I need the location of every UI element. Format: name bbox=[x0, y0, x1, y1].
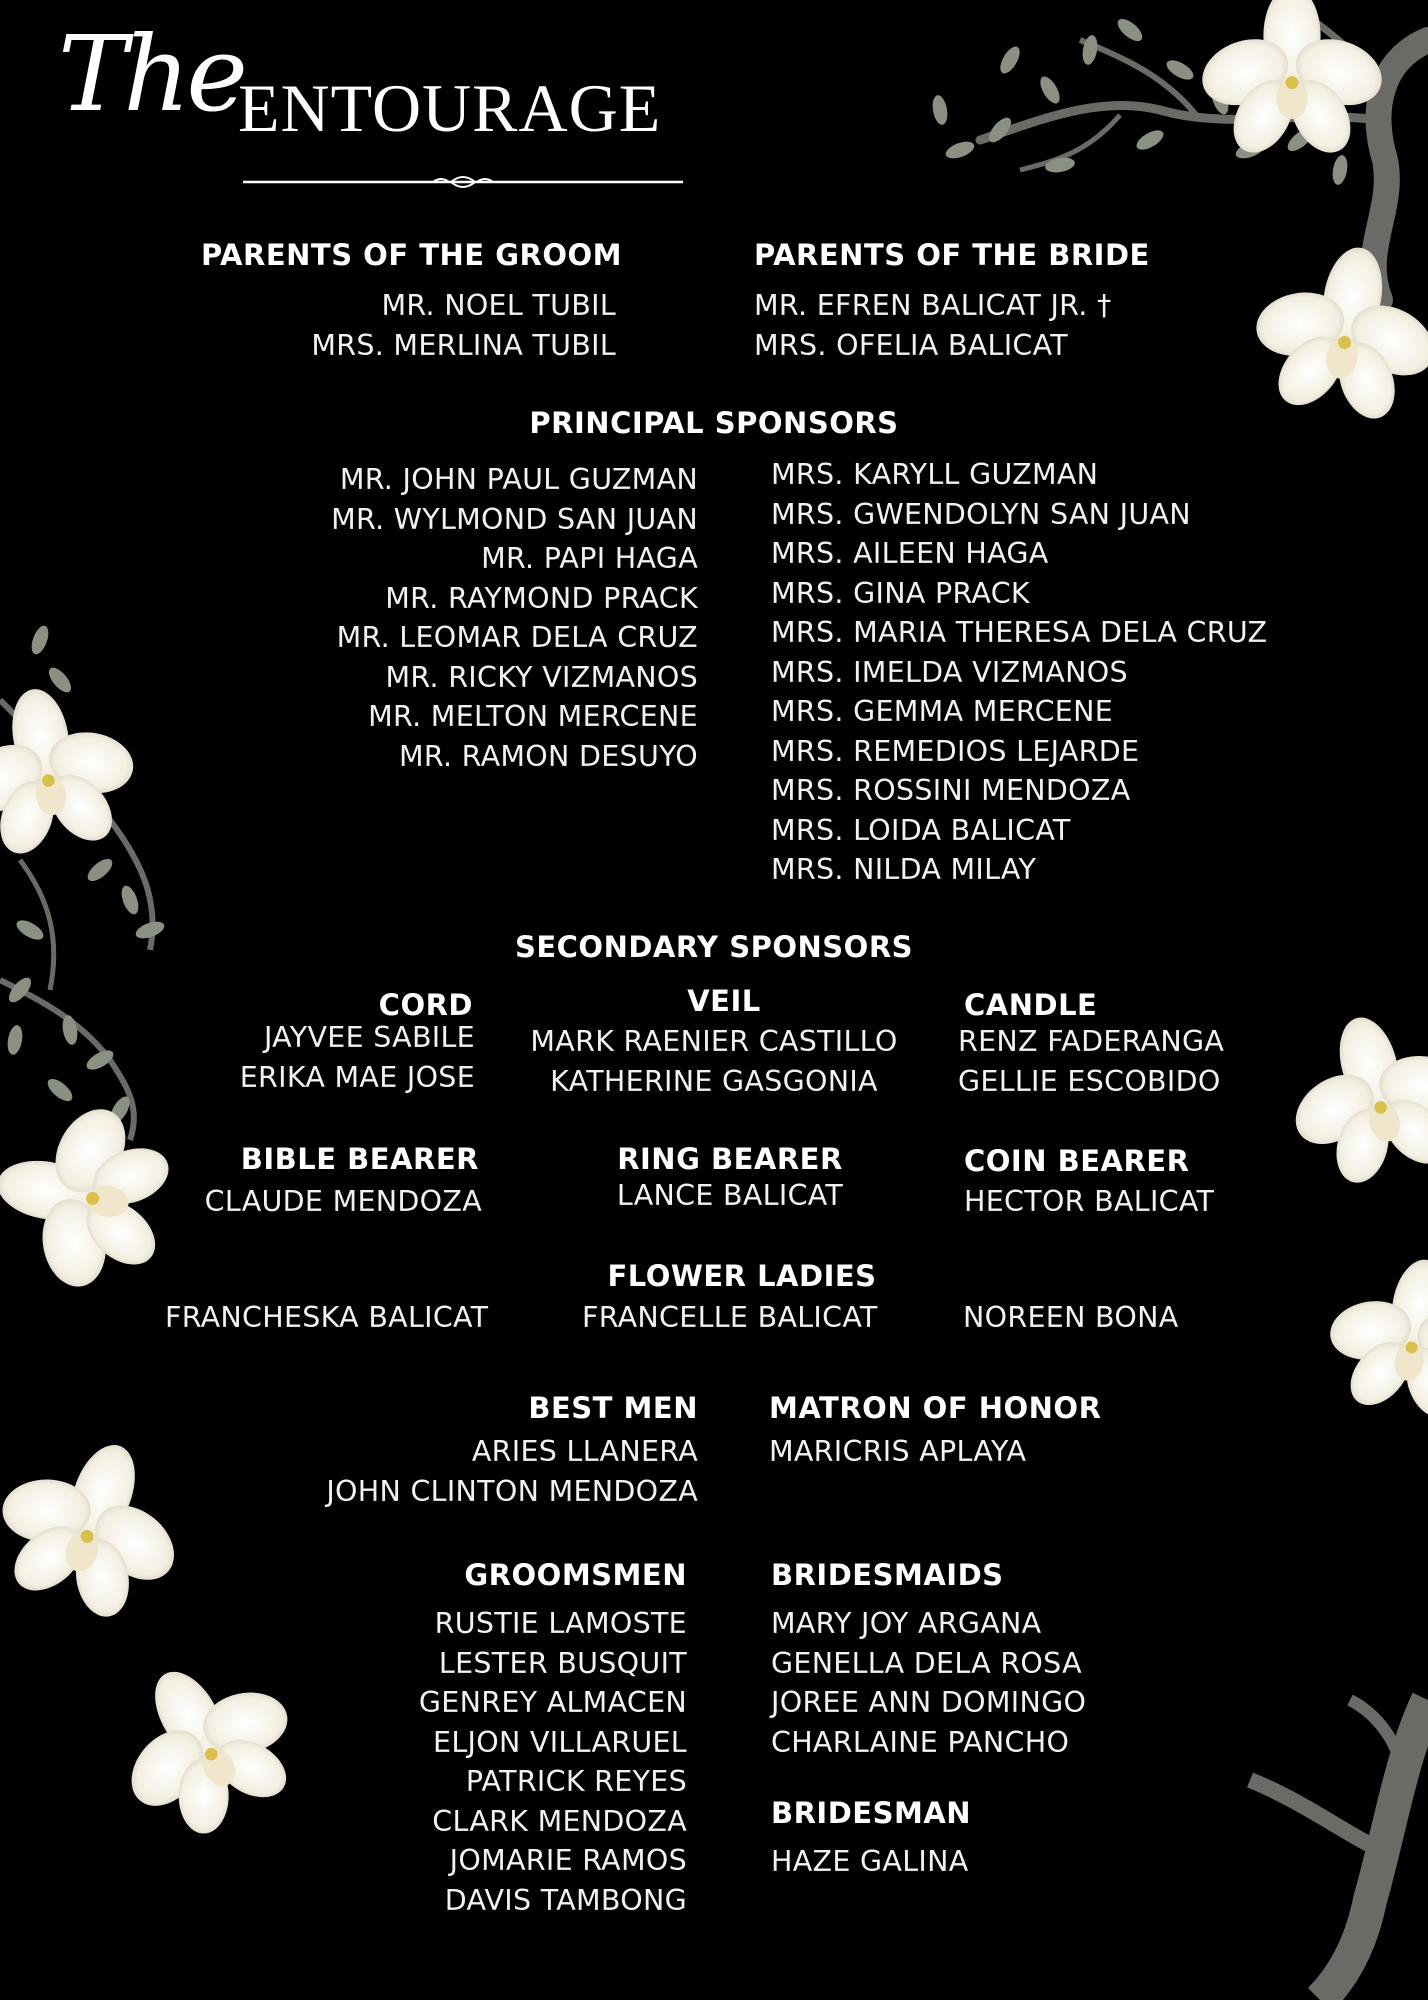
list-item: MRS. IMELDA VIZMANOS bbox=[771, 655, 1128, 689]
list-item: CLARK MENDOZA bbox=[432, 1804, 687, 1838]
list-item: JOHN CLINTON MENDOZA bbox=[326, 1474, 698, 1508]
list-item: MR. RAMON DESUYO bbox=[398, 739, 698, 773]
list-item: MRS. KARYLL GUZMAN bbox=[771, 458, 1099, 491]
flower-lady-1: FRANCHESKA BALICAT bbox=[165, 1301, 489, 1334]
heading-parents-groom: PARENTS OF THE GROOM bbox=[200, 238, 622, 272]
list-item: MR. WYLMOND SAN JUAN bbox=[331, 502, 698, 536]
name-bible-bearer: CLAUDE MENDOZA bbox=[204, 1185, 482, 1218]
list-item: PATRICK REYES bbox=[465, 1765, 687, 1798]
branch-bottom-right bbox=[1250, 1700, 1428, 2000]
list-item: MR. MELTON MERCENE bbox=[368, 700, 698, 733]
heading-principal-sponsors: PRINCIPAL SPONSORS bbox=[529, 406, 899, 440]
list-matron-of-honor bbox=[769, 1432, 1026, 1472]
list-principal-men bbox=[331, 460, 698, 776]
list-bridesmaids bbox=[771, 1604, 1086, 1762]
list-item: CHARLAINE PANCHO bbox=[771, 1725, 1070, 1759]
list-item: JOREE ANN DOMINGO bbox=[771, 1686, 1087, 1719]
heading-matron-of-honor: MATRON OF HONOR bbox=[769, 1391, 1102, 1425]
heading-coin-bearer: COIN BEARER bbox=[964, 1144, 1190, 1178]
list-item: JOMARIE RAMOS bbox=[449, 1844, 687, 1877]
list-item: GENELLA DELA ROSA bbox=[771, 1646, 1082, 1680]
list-veil bbox=[514, 1022, 914, 1101]
heading-bridesman: BRIDESMAN bbox=[771, 1796, 972, 1830]
list-item: LESTER BUSQUIT bbox=[438, 1646, 687, 1680]
list-principal-women bbox=[771, 455, 1267, 890]
list-item: GELLIE ESCOBIDO bbox=[958, 1064, 1221, 1098]
heading-bible-bearer: BIBLE BEARER bbox=[240, 1142, 479, 1176]
list-item: GENREY ALMACEN bbox=[418, 1686, 687, 1719]
list-item: MRS. MERLINA TUBIL bbox=[311, 328, 616, 362]
list-item: MRS. OFELIA BALICAT bbox=[754, 328, 1068, 362]
list-parents-bride bbox=[754, 286, 1112, 365]
list-item: MR. PAPI HAGA bbox=[481, 542, 698, 575]
list-item: HAZE GALINA bbox=[771, 1845, 969, 1878]
heading-best-men: BEST MEN bbox=[528, 1391, 698, 1425]
list-item: MRS. ROSSINI MENDOZA bbox=[771, 774, 1131, 807]
list-cord bbox=[240, 1018, 475, 1097]
heading-candle: CANDLE bbox=[964, 988, 1098, 1022]
list-item: MARK RAENIER CASTILLO bbox=[530, 1025, 898, 1058]
heading-bridesmaids: BRIDESMAIDS bbox=[771, 1558, 1004, 1592]
title-main: ENTOURAGE bbox=[238, 70, 662, 146]
list-item: MRS. NILDA MILAY bbox=[771, 853, 1037, 886]
list-item: RENZ FADERANGA bbox=[958, 1025, 1225, 1058]
title-divider bbox=[183, 167, 723, 197]
list-item: MARY JOY ARGANA bbox=[771, 1607, 1042, 1640]
list-item: ERIKA MAE JOSE bbox=[239, 1060, 475, 1094]
flower-lady-3: NOREEN BONA bbox=[963, 1301, 1179, 1334]
list-groomsmen bbox=[419, 1604, 687, 1920]
list-item: MR. NOEL TUBIL bbox=[381, 289, 616, 322]
heading-parents-bride: PARENTS OF THE BRIDE bbox=[754, 238, 1150, 272]
list-item: MRS. MARIA THERESA DELA CRUZ bbox=[771, 616, 1268, 649]
list-best-men bbox=[326, 1432, 698, 1511]
list-item: MR. RICKY VIZMANOS bbox=[385, 660, 698, 694]
list-item: ARIES LLANERA bbox=[471, 1435, 698, 1468]
heading-flower-ladies: FLOWER LADIES bbox=[607, 1259, 877, 1293]
list-item: MARICRIS APLAYA bbox=[769, 1435, 1027, 1468]
flower-lady-2: FRANCELLE BALICAT bbox=[582, 1301, 878, 1334]
list-item: ELJON VILLARUEL bbox=[433, 1725, 687, 1759]
list-item: MRS. GINA PRACK bbox=[771, 576, 1030, 610]
list-item: MRS. AILEEN HAGA bbox=[771, 537, 1049, 570]
list-candle bbox=[958, 1022, 1224, 1101]
heading-veil: VEIL bbox=[687, 984, 761, 1018]
list-parents-groom bbox=[311, 286, 616, 365]
list-item: MRS. GWENDOLYN SAN JUAN bbox=[771, 497, 1191, 531]
heading-ring-bearer: RING BEARER bbox=[617, 1142, 843, 1176]
list-item: MRS. LOIDA BALICAT bbox=[771, 813, 1071, 847]
name-coin-bearer: HECTOR BALICAT bbox=[964, 1185, 1215, 1218]
name-ring-bearer: LANCE BALICAT bbox=[616, 1179, 844, 1212]
list-item: MRS. REMEDIOS LEJARDE bbox=[771, 734, 1140, 768]
list-item: MR. RAYMOND PRACK bbox=[385, 581, 698, 615]
heading-groomsmen: GROOMSMEN bbox=[464, 1558, 687, 1592]
heading-cord: CORD bbox=[378, 988, 473, 1022]
list-item: MR. EFREN BALICAT JR. † bbox=[754, 289, 1112, 322]
list-item: MR. LEOMAR DELA CRUZ bbox=[336, 621, 698, 654]
list-item: MRS. GEMMA MERCENE bbox=[771, 695, 1114, 728]
list-item: DAVIS TAMBONG bbox=[444, 1883, 687, 1917]
list-item: JAYVEE SABILE bbox=[263, 1021, 475, 1054]
heading-secondary-sponsors: SECONDARY SPONSORS bbox=[514, 930, 914, 964]
list-item: MR. JOHN PAUL GUZMAN bbox=[339, 463, 698, 496]
list-item: KATHERINE GASGONIA bbox=[550, 1064, 878, 1098]
page-title bbox=[58, 13, 678, 182]
list-bridesman bbox=[771, 1842, 969, 1882]
title-script: The bbox=[58, 13, 244, 135]
list-item: RUSTIE LAMOSTE bbox=[434, 1607, 687, 1640]
